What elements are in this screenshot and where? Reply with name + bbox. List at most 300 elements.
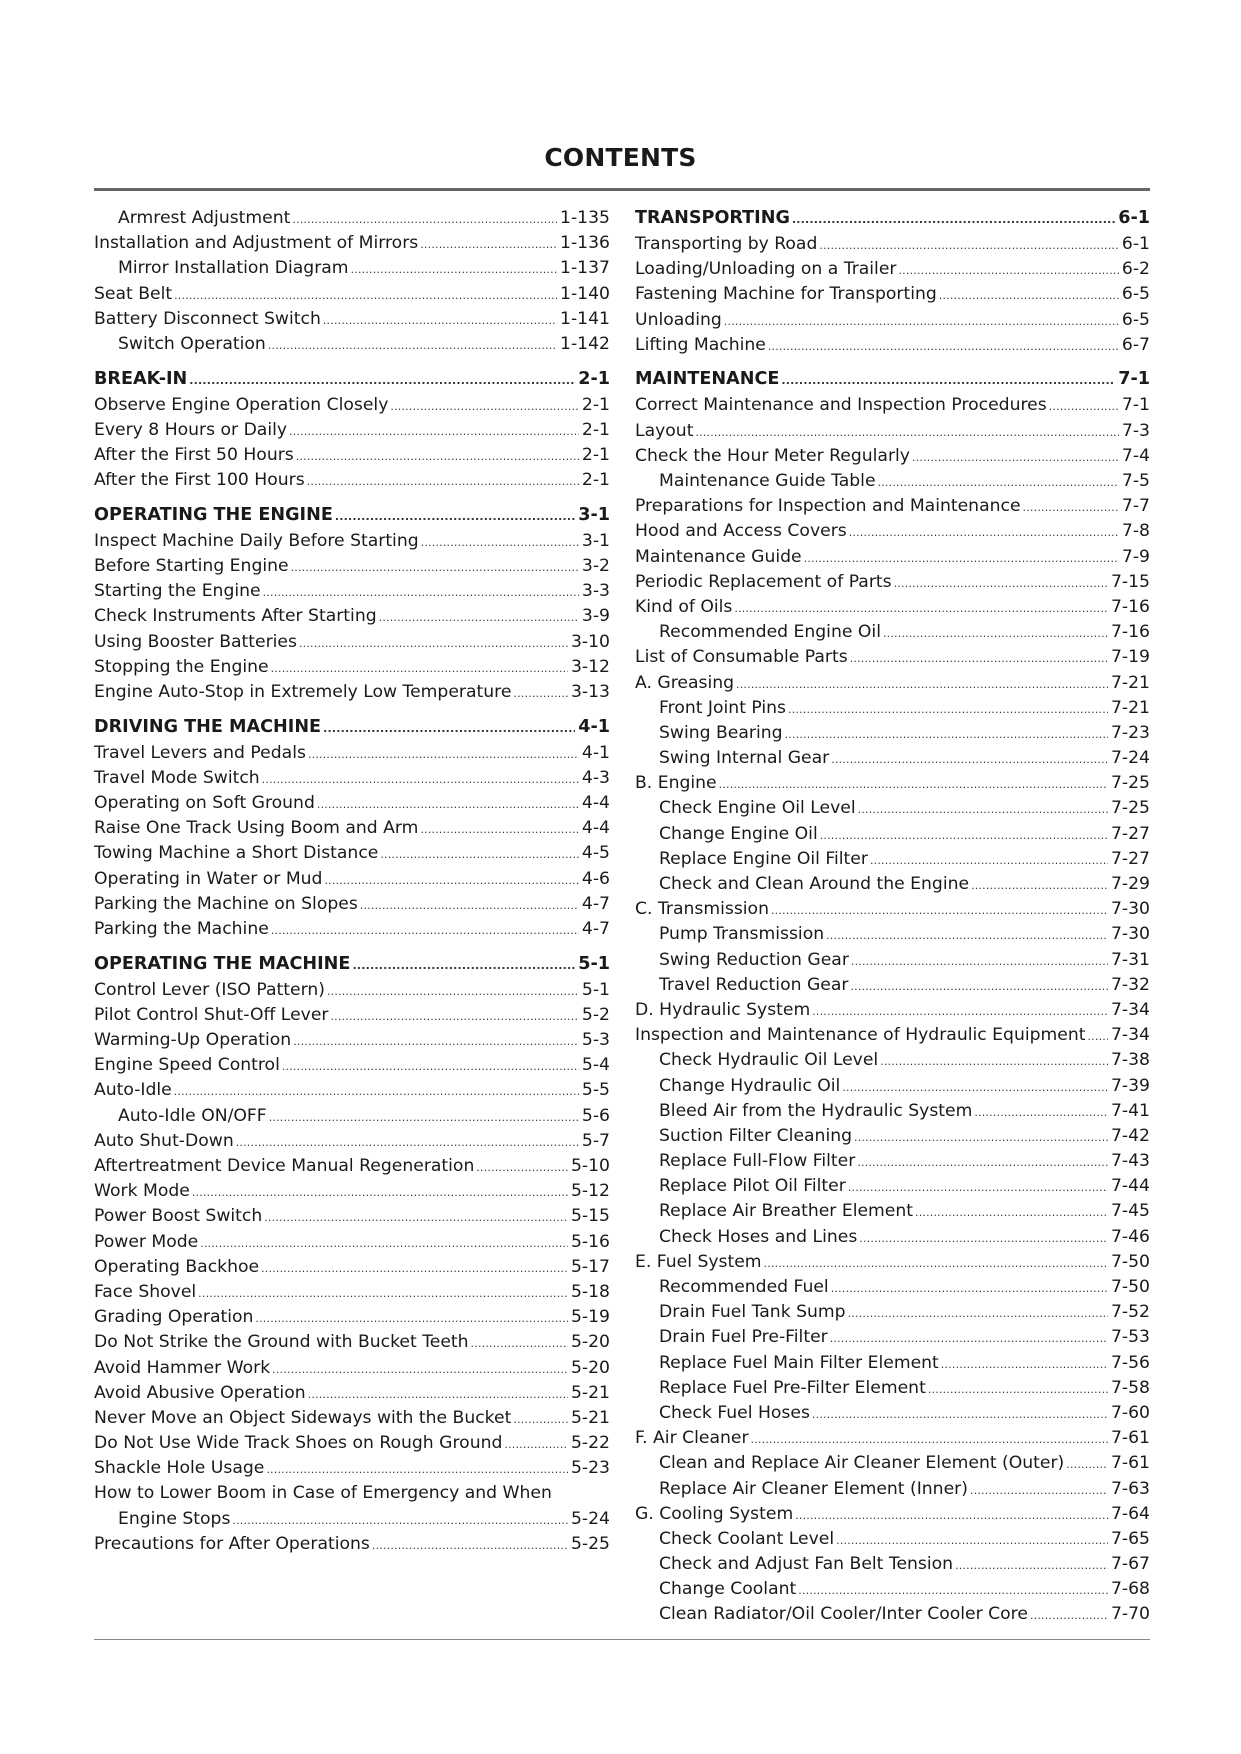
toc-entry-title: G. Cooling System [635,1503,794,1524]
toc-subentry [94,332,610,357]
toc-entry [94,1053,610,1078]
toc-page-number: 3-9 [581,606,610,627]
dot-leader [736,672,1108,697]
toc-entry-title: Recommended Fuel [659,1277,829,1297]
toc-entry-title: Never Move an Object Sideways with the Bucket [94,1407,512,1428]
toc-page-number: 5-10 [570,1156,610,1176]
dot-leader [781,368,1115,393]
toc-entry-title: Loading/Unloading on a Trailer [635,259,897,280]
toc-subentry [635,1174,1150,1199]
toc-entry [635,570,1150,595]
toc-subentry [635,696,1150,721]
toc-page-number: 7-16 [1110,622,1150,643]
toc-entry [635,308,1150,333]
dot-leader [372,1533,568,1558]
dot-leader [296,444,579,469]
toc-subentry [635,1199,1150,1224]
toc-entry-title: OPERATING THE ENGINE [94,504,333,525]
toc-subentry [635,1477,1150,1502]
toc-page-number: 7-61 [1110,1428,1150,1449]
toc-entry-title: Inspect Machine Daily Before Starting [94,530,419,551]
toc-page-number: 7-1 [1121,395,1150,416]
toc-page-number: 7-46 [1110,1226,1150,1247]
toc-entry-title: DRIVING THE MACHINE [94,716,322,737]
dot-leader [268,333,557,358]
toc-page-number: 7-53 [1110,1327,1150,1348]
dot-leader [939,283,1119,308]
toc-page-number: 7-63 [1110,1478,1150,1499]
dot-leader [379,605,579,630]
toc-entry-title: Precautions for After Operations [94,1533,370,1554]
toc-entry [635,1023,1150,1048]
dot-leader [858,797,1108,822]
toc-page-number: 5-7 [581,1130,610,1151]
toc-entry-title: Operating in Water or Mud [94,868,323,889]
toc-page-number: 1-136 [560,233,610,254]
toc-page-number: 2-1 [581,470,610,491]
dot-leader [189,368,575,393]
toc-subentry [635,1577,1150,1602]
dot-leader [785,722,1108,747]
toc-entry [94,468,610,493]
dot-leader [928,1377,1108,1402]
toc-page-number: 7-67 [1110,1554,1150,1575]
toc-entry-title: List of Consumable Parts [635,647,848,668]
dot-leader [360,893,579,918]
toc-entry-title: Unloading [635,309,722,330]
toc-page-number: 1-142 [560,333,610,354]
toc-entry-title: Using Booster Batteries [94,631,297,652]
toc-page-number: 7-50 [1110,1277,1150,1297]
toc-entry [94,680,610,705]
toc-entry-title: Check Hydraulic Oil Level [659,1050,879,1071]
dot-leader [795,1503,1108,1528]
dot-leader [513,1407,568,1432]
dot-leader [263,580,579,605]
toc-subentry [635,746,1150,771]
toc-page-number: 7-65 [1110,1528,1150,1549]
toc-page-number: 6-1 [1121,234,1150,254]
toc-subentry [635,1527,1150,1552]
toc-page-number: 7-31 [1110,949,1150,970]
toc-subentry [635,1124,1150,1149]
dot-leader [323,716,575,741]
toc-subentry [635,1300,1150,1325]
dot-leader [764,1251,1108,1276]
toc-entry-title: Clean and Replace Air Cleaner Element (Outer) [659,1453,1065,1474]
toc-entry-title: Warming-Up Operation [94,1030,292,1051]
toc-entry [635,257,1150,282]
toc-entry-title: Control Lever (ISO Pattern) [94,979,325,1000]
toc-page-number: 2-1 [581,445,610,465]
toc-page-number: 7-23 [1110,722,1150,743]
toc-entry [94,1330,610,1355]
toc-entry [94,1255,610,1280]
toc-subentry [635,1048,1150,1073]
dot-leader [255,1306,568,1331]
toc-entry-title: Travel Levers and Pedals [94,742,306,763]
toc-page-number: 7-15 [1110,571,1150,592]
toc-entry [635,595,1150,620]
toc-right-column [635,206,1150,1628]
dot-leader [271,918,579,943]
toc-page-number: 7-42 [1110,1125,1150,1146]
toc-entry-title: Do Not Use Wide Track Shoes on Rough Ground [94,1433,503,1454]
dot-leader [955,1553,1108,1578]
toc-entry-title: Transporting by Road [635,234,818,254]
toc-entry-title: Parking the Machine on Slopes [94,893,358,914]
toc-page-number: 5-22 [570,1433,610,1454]
toc-entry [635,232,1150,257]
header-rule [94,188,1150,191]
toc-page-number: 4-7 [581,919,610,939]
toc-page-number: 1-141 [560,308,610,329]
dot-leader [695,420,1118,445]
dot-leader [848,1301,1108,1326]
dot-leader [788,697,1108,722]
toc-entry-title: Recommended Engine Oil [659,622,881,643]
dot-leader [504,1432,568,1457]
toc-page-number: 5-20 [570,1357,610,1378]
toc-entry [94,791,610,816]
toc-page-number: 7-9 [1121,546,1150,567]
toc-entry [635,494,1150,519]
toc-entry-title: Raise One Track Using Boom and Arm [94,818,419,839]
page-title: CONTENTS [544,143,697,172]
dot-leader [804,546,1119,571]
toc-page-number: 7-70 [1110,1604,1150,1625]
toc-entry-title: Aftertreatment Device Manual Regeneration [94,1156,475,1176]
toc-entry-title: TRANSPORTING [635,208,790,228]
dot-leader [420,817,578,842]
dot-leader [792,207,1115,232]
toc-section-heading [635,206,1150,232]
toc-entry [94,554,610,579]
toc-entry-title: Check Fuel Hoses [659,1402,810,1423]
toc-entry [94,1406,610,1431]
toc-page-number: 1-140 [560,283,610,304]
toc-entry-title: Avoid Abusive Operation [94,1382,306,1403]
toc-entry [94,1532,610,1557]
dot-leader [192,1180,568,1205]
toc-page-number: 7-32 [1110,974,1150,995]
toc-entry [94,1230,610,1255]
toc-page-number: 3-10 [570,631,610,652]
toc-page-number: 7-52 [1110,1302,1150,1323]
dot-leader [421,530,579,555]
dot-leader [719,772,1108,797]
toc-entry [635,393,1150,418]
toc-page-number: 7-34 [1110,999,1150,1020]
toc-entry [94,604,610,629]
toc-page-number: 7-38 [1110,1050,1150,1071]
toc-page-number: 5-15 [570,1206,610,1227]
toc-subentry [635,1099,1150,1124]
toc-page-number: 7-43 [1110,1151,1150,1172]
toc-page-number: 7-58 [1110,1377,1150,1398]
toc-subentry [635,1149,1150,1174]
toc-entry [94,418,610,443]
toc-entry [94,1204,610,1229]
toc-page-number: 7-44 [1110,1176,1150,1197]
dot-leader [831,1276,1108,1301]
dot-leader [198,1281,568,1306]
dot-leader [307,469,579,494]
toc-page-number: 4-5 [581,843,610,864]
toc-entry [94,1381,610,1406]
toc-entry-title: Preparations for Inspection and Maintenance [635,496,1021,517]
dot-leader [830,1326,1108,1351]
toc-entry-title: Travel Mode Switch [94,767,260,788]
toc-subentry [635,469,1150,494]
toc-page-number: 5-17 [570,1256,610,1277]
dot-leader [352,953,575,978]
toc-entry-title: Inspection and Maintenance of Hydraulic Equipment [635,1025,1086,1046]
toc-entry-title: Change Hydraulic Oil [659,1075,841,1096]
toc-page-number: 6-7 [1121,334,1150,355]
toc-subentry [635,948,1150,973]
toc-subentry [635,1275,1150,1300]
toc-subentry [635,1351,1150,1376]
toc-page-number: 7-30 [1110,924,1150,945]
dot-leader [751,1427,1108,1452]
toc-subentry [635,872,1150,897]
toc-entry [94,766,610,791]
toc-subentry [635,721,1150,746]
toc-entry [635,1250,1150,1275]
dot-leader [293,1029,579,1054]
dot-leader [420,232,557,257]
toc-subentry [635,796,1150,821]
toc-page-number: 7-39 [1110,1075,1150,1096]
toc-page-number: 2-1 [578,368,610,389]
toc-page-number: 7-8 [1121,521,1150,542]
toc-entry-title: OPERATING THE MACHINE [94,953,351,974]
dot-leader [327,979,579,1004]
toc-entry-title: Change Engine Oil [659,823,818,844]
dot-leader [851,949,1108,974]
toc-subentry [635,1602,1150,1627]
dot-leader [272,1357,568,1382]
toc-entry-title: Face Shovel [94,1281,197,1302]
toc-subentry [635,1325,1150,1350]
toc-entry-title: Replace Air Breather Element [659,1201,913,1222]
dot-leader [941,1352,1108,1377]
toc-page-number: 5-25 [570,1533,610,1554]
toc-entry-title: C. Transmission [635,899,769,920]
toc-page-number: 7-24 [1110,748,1150,769]
dot-leader [771,898,1108,923]
toc-entry-title: Auto-Idle [94,1080,172,1101]
toc-entry [94,1154,610,1179]
toc-entry-title: F. Air Cleaner [635,1428,749,1449]
toc-page-number: 5-16 [570,1231,610,1252]
toc-entry [94,816,610,841]
toc-entry [94,1280,610,1305]
toc-entry-title: Bleed Air from the Hydraulic System [659,1100,973,1121]
toc-entry [635,444,1150,469]
toc-entry-title: Layout [635,420,694,441]
toc-page-number: 5-4 [581,1055,610,1076]
toc-page-number: 7-21 [1110,697,1150,718]
toc-section-heading [635,367,1150,393]
toc-entry-title: Pump Transmission [659,924,825,945]
toc-entry-title: Power Boost Switch [94,1206,263,1227]
dot-leader [261,1256,568,1281]
toc-page-number: 7-27 [1110,848,1150,869]
toc-page-number: 7-5 [1121,471,1150,491]
toc-entry-title: Replace Engine Oil Filter [659,848,868,869]
toc-entry [635,998,1150,1023]
toc-page-number: 5-21 [570,1382,610,1403]
toc-page-number: 5-3 [581,1030,610,1051]
toc-entry [635,1502,1150,1527]
toc-subentry [635,1225,1150,1250]
toc-entry [94,655,610,680]
toc-entry [94,630,610,655]
dot-leader [299,631,568,656]
toc-entry-title: Power Mode [94,1231,199,1252]
toc-entry [94,1179,610,1204]
dot-leader [836,1528,1108,1553]
toc-entry-title: Check Coolant Level [659,1528,835,1549]
toc-page-number: 4-6 [581,868,610,889]
toc-page-number: 6-5 [1121,284,1150,305]
toc-page-number: 5-23 [570,1458,610,1479]
toc-entry [94,841,610,866]
toc-entry [94,867,610,892]
toc-entry-title: Shackle Hole Usage [94,1458,265,1479]
dot-leader [859,1226,1108,1251]
toc-entry-title: Swing Internal Gear [659,748,830,769]
toc-section-heading [94,952,610,978]
toc-entry-title: Replace Pilot Oil Filter [659,1176,846,1197]
dot-leader [970,1478,1108,1503]
toc-entry [94,1481,610,1506]
dot-leader [798,1578,1108,1603]
toc-entry-title: MAINTENANCE [635,369,780,390]
dot-leader [857,1150,1108,1175]
toc-entry-title: BREAK-IN [94,368,188,389]
toc-entry [94,1003,610,1028]
toc-entry-title: Auto-Idle ON/OFF [118,1105,267,1126]
toc-page-number: 5-6 [581,1105,610,1126]
toc-entry-title: Replace Fuel Main Filter Element [659,1352,939,1373]
toc-entry-title: Maintenance Guide [635,546,802,567]
toc-entry-title: Switch Operation [118,333,266,354]
toc-page-number: 7-30 [1110,899,1150,920]
dot-leader [831,747,1108,772]
toc-subentry [635,1552,1150,1577]
toc-entry-title: Lifting Machine [635,334,766,355]
dot-leader [912,445,1119,470]
dot-leader [390,394,579,419]
toc-subentry [635,1451,1150,1476]
toc-subentry [94,1104,610,1129]
toc-entry-title: Battery Disconnect Switch [94,308,321,329]
dot-leader [915,1200,1108,1225]
toc-subentry [635,1401,1150,1426]
toc-entry-title: Front Joint Pins [659,697,786,718]
dot-leader [1066,1452,1108,1477]
toc-entry-title: Towing Machine a Short Distance [94,843,379,864]
toc-page-number: 5-19 [570,1307,610,1328]
dot-leader [308,742,579,767]
dot-leader [1030,1603,1108,1628]
toc-page-number: 5-21 [570,1407,610,1428]
toc-subentry [94,206,610,231]
toc-entry-title: Check and Adjust Fan Belt Tension [659,1554,954,1575]
toc-entry-title: Change Coolant [659,1579,797,1600]
toc-page-number: 7-25 [1110,773,1150,794]
dot-leader [308,1382,568,1407]
dot-leader [894,571,1108,596]
toc-entry [94,892,610,917]
toc-page-number: 3-2 [581,556,610,577]
toc-entry-title: Work Mode [94,1181,190,1202]
dot-leader [200,1231,568,1256]
toc-entry-title: Swing Reduction Gear [659,949,849,970]
dot-leader [269,1105,579,1130]
toc-entry-title: Kind of Oils [635,596,733,617]
dot-leader [264,1205,568,1230]
toc-page-number: 6-2 [1121,259,1150,280]
dot-leader [878,470,1119,495]
dot-leader [724,309,1119,334]
dot-leader [734,596,1108,621]
toc-entry [635,519,1150,544]
dot-leader [870,848,1108,873]
dot-leader [883,621,1108,646]
dot-leader [292,207,557,232]
toc-page-number: 7-7 [1121,496,1150,517]
toc-entry-title: How to Lower Boom in Case of Emergency and When [94,1483,552,1504]
toc-entry-title: Seat Belt [94,283,173,304]
toc-page-number: 7-4 [1121,445,1150,466]
toc-subentry [635,822,1150,847]
toc-page-number: 7-45 [1110,1201,1150,1222]
toc-subentry [94,1507,610,1532]
toc-entry [94,231,610,256]
toc-entry-title: Avoid Hammer Work [94,1357,271,1378]
toc-subentry [635,847,1150,872]
dot-leader [812,1402,1108,1427]
toc-page-number: 7-27 [1110,823,1150,844]
dot-leader [262,767,579,792]
toc-page-number: 3-13 [570,682,610,702]
toc-entry [635,645,1150,670]
toc-entry [94,1078,610,1103]
dot-leader [812,999,1108,1024]
dot-leader [848,1175,1108,1200]
toc-entry-title: Engine Speed Control [94,1055,280,1076]
toc-entry [94,741,610,766]
toc-entry-title: Starting the Engine [94,581,261,602]
toc-entry-title: Engine Auto-Stop in Extremely Low Temperature [94,682,512,702]
dot-leader [282,1054,579,1079]
toc-entry-title: Engine Stops [118,1508,231,1529]
toc-entry-title: Fastening Machine for Transporting [635,284,937,305]
toc-entry-title: Correct Maintenance and Inspection Procedures [635,395,1047,416]
toc-entry-title: Observe Engine Operation Closely [94,394,389,415]
toc-entry-title: Do Not Strike the Ground with Bucket Teeth [94,1332,469,1353]
toc-page-number: 7-60 [1110,1402,1150,1423]
dot-leader [842,1075,1108,1100]
toc-page-number: 4-1 [581,742,610,763]
toc-entry [635,771,1150,796]
dot-leader [323,308,557,333]
toc-page-number: 4-4 [581,793,610,814]
